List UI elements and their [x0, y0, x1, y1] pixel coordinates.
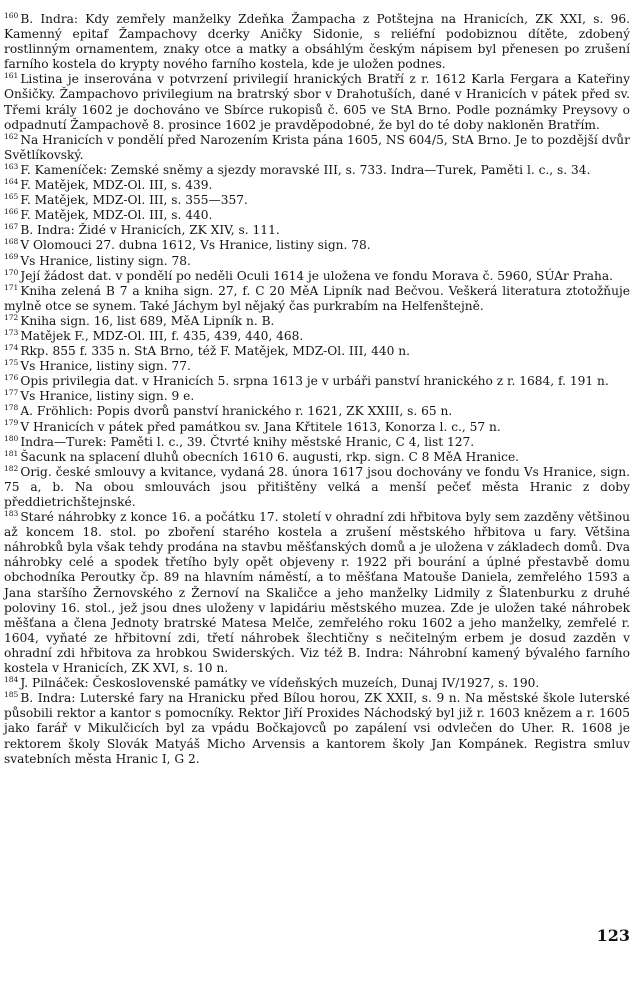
footnote-text: B. Indra: Luterské fary na Hranicku před Bílou horou, ZK XXII, s. 9 n. Na městské škole luterské působili rektor a kantor s pomocníky. Rektor Jiří Proxides Náchodský byl již r. 1603 knězem a r. 1605 jako farář v Mikulčicích byl za vpádu Bočkajovců po zapálení vsi odvlečen do Uher. R. 1608 je rektorem školy Slovák Matyáš Micho Arvensis a kantorem školy Jan Kompánek. Registra smluv svatebních města Hranic I, G 2. [4, 691, 630, 766]
footnote-number: 169 [4, 252, 19, 262]
footnote-174 [4, 344, 630, 359]
footnote-169 [4, 254, 630, 269]
footnote-number: 180 [4, 433, 19, 443]
footnote-177 [4, 389, 630, 404]
footnote-number: 160 [4, 10, 19, 20]
footnote-text: Vs Hranice, listiny sign. 77. [20, 359, 191, 374]
footnote-text: F. Matějek, MDZ-Ol. III, s. 355—357. [20, 193, 248, 208]
footnote-text: B. Indra: Židé v Hranicích, ZK XIV, s. 111. [20, 223, 280, 238]
footnote-text: Šacunk na splacení dluhů obecních 1610 6. augusti, rkp. sign. C 8 MěA Hranice. [20, 449, 520, 464]
footnote-text: F. Kameníček: Zemské sněmy a sjezdy moravské III, s. 733. Indra—Turek, Paměti l. c., s. 34. [20, 162, 591, 177]
footnote-text: V Olomouci 27. dubna 1612, Vs Hranice, listiny sign. 78. [20, 238, 371, 253]
footnote-number: 184 [4, 675, 19, 685]
footnote-161 [4, 72, 630, 132]
footnote-number: 162 [4, 131, 19, 141]
footnote-number: 181 [4, 448, 19, 458]
footnote-number: 167 [4, 222, 19, 232]
footnote-number: 179 [4, 418, 19, 428]
footnote-text: J. Pilnáček: Československé památky ve vídeňských muzeích, Dunaj IV/1927, s. 190. [20, 676, 540, 691]
footnote-179 [4, 420, 630, 435]
footnote-text: Listina je inserována v potvrzení privilegií hranických Bratří z r. 1612 Karla Fergara a Kateřiny Onšičky. Žampachovo privilegium na bratrský sbor v Drahotuších, dané v Hranicích v pátek před sv. Třemi krály 1602 je dochováno ve Sbírce rukopisů č. 605 ve StA Brno. Podle poznámky Preysovy o odpadnutí Žampachově 8. prosince 1602 je pravděpodobné, že byl do té doby nakloněn Bratřím. [4, 72, 630, 132]
footnote-text: V Hranicích v pátek před památkou sv. Jana Křtitele 1613, Konorza l. c., 57 n. [20, 419, 501, 434]
footnote-text: Její žádost dat. v pondělí po neděli Oculi 1614 je uložena ve fondu Morava č. 5960, SÚAr Praha. [20, 268, 614, 283]
footnote-182 [4, 465, 630, 510]
footnote-text: Orig. české smlouvy a kvitance, vydaná 28. února 1617 jsou dochovány ve fondu Vs Hranice, sign. 75 a, b. Na obou smlouvách jsou přitištěny velká a menší pečeť města Hranic z doby předdietrichštejnské. [4, 464, 630, 509]
footnote-163 [4, 163, 630, 178]
footnote-number: 183 [4, 509, 19, 519]
footnote-number: 161 [4, 71, 19, 81]
footnote-text: Indra—Turek: Paměti l. c., 39. Čtvrté knihy městské Hranic, C 4, list 127. [20, 434, 475, 449]
footnote-171 [4, 284, 630, 314]
footnote-185 [4, 691, 630, 766]
footnote-number: 163 [4, 161, 19, 171]
footnote-160 [4, 12, 630, 72]
footnote-176 [4, 374, 630, 389]
footnote-number: 177 [4, 388, 19, 398]
footnote-number: 185 [4, 690, 19, 700]
page-number: 123 [596, 926, 630, 945]
footnote-175 [4, 359, 630, 374]
footnote-number: 164 [4, 176, 19, 186]
footnote-text: Rkp. 855 f. 335 n. StA Brno, též F. Matějek, MDZ-Ol. III, 440 n. [20, 344, 410, 359]
footnote-162 [4, 133, 630, 163]
footnote-number: 173 [4, 327, 19, 337]
footnote-number: 175 [4, 358, 19, 368]
footnote-text: Kniha sign. 16, list 689, MěA Lipník n. B. [20, 313, 275, 328]
footnote-184 [4, 676, 630, 691]
footnote-text: Kniha zelená B 7 a kniha sign. 27, f. C 20 MěA Lipník nad Bečvou. Veškerá literatura ztotožňuje mylně otce se synem. Také Jáchym byl nějaký čas purkrabím na Helfenštejně. [4, 283, 630, 313]
footnote-168 [4, 238, 630, 253]
footnote-number: 174 [4, 343, 19, 352]
footnote-list [4, 12, 630, 767]
footnote-166 [4, 208, 630, 223]
footnote-text: B. Indra: Kdy zemřely manželky Zdeňka Žampacha z Potštejna na Hranicích, ZK XXI, s. 96. Kamenný epitaf Žampachovy dcerky Aničky Sidonie, s reliéfní podobiznou dítěte, zdobený rostlinným ornamentem, znaky otce a matky a obsáhlým českým nápisem byl přenesen po zrušení farního kostela do krypty nového farního kostela, kde je uložen podnes. [4, 12, 630, 72]
footnote-167 [4, 223, 630, 238]
footnote-text: Staré náhrobky z konce 16. a počátku 17. století v ohradní zdi hřbitova byly sem zazděny většinou až koncem 18. stol. po zboření starého kostela a zrušení městského hřbitova u fary. Většina náhrobků byla však tehdy prodána na stavbu měšťanských domů a je uložena v základech domů. Dva náhrobky celé a spodek třetího byly opět objeveny r. 1922 při bourání a úplné přestavbě domu obchodníka Peroutky čp. 89 na hlavním náměstí, a to měšťana Matouše Daniela, zemřelého 1593 a Jana staršího Žernovského z Žernoví na Skaličce a jeho manželky Lidmily z Šlatenburku z druhé poloviny 16. stol., jež jsou dnes uloženy v lapidáriu městského muzea. Zde je uložen také náhrobek měšťana a člena Jednoty bratrské Matesa Melče, zemřelého roku 1602 a jeho manželky, zemřelé r. 1604, vyňaté ze hřbitovní zdi, třetí náhrobek šlechtičny s nečitelným erbem je dosud zazděn v ohradní zdi hřbitova za hrobkou Swiderských. Viz též B. Indra: Náhrobní kamený bývalého farního kostela v Hranicích, ZK XVI, s. 10 n. [4, 510, 630, 676]
footnote-number: 168 [4, 237, 19, 247]
footnote-181 [4, 450, 630, 465]
footnote-text: F. Matějek, MDZ-Ol. III, s. 440. [20, 208, 213, 223]
footnote-number: 170 [4, 267, 19, 277]
footnote-number: 178 [4, 403, 19, 413]
footnote-text: Vs Hranice, listiny sign. 9 e. [20, 389, 195, 404]
footnote-165 [4, 193, 630, 208]
footnote-number: 171 [4, 282, 19, 292]
footnote-178 [4, 404, 630, 419]
footnote-text: Na Hranicích v pondělí před Narozením Krista pána 1605, NS 604/5, StA Brno. Je to pozdější dvůr Světlíkovský. [4, 132, 630, 162]
footnote-173 [4, 329, 630, 344]
footnote-170 [4, 269, 630, 284]
footnote-number: 165 [4, 192, 19, 202]
footnote-180 [4, 435, 630, 450]
footnote-number: 176 [4, 373, 19, 383]
footnote-number: 166 [4, 207, 19, 217]
footnote-number: 172 [4, 312, 19, 322]
footnote-text: Opis privilegia dat. v Hranicích 5. srpna 1613 je v urbáři panství hranického z r. 1684, f. 191 n. [20, 374, 609, 389]
footnote-number: 182 [4, 463, 19, 473]
footnote-text: Vs Hranice, listiny sign. 78. [20, 253, 191, 268]
footnote-164 [4, 178, 630, 193]
footnote-text: Matějek F., MDZ-Ol. III, f. 435, 439, 440, 468. [20, 328, 304, 343]
footnote-text: F. Matějek, MDZ-Ol. III, s. 439. [20, 178, 213, 193]
footnote-183 [4, 510, 630, 676]
footnote-172 [4, 314, 630, 329]
footnote-text: A. Fröhlich: Popis dvorů panství hranického r. 1621, ZK XXIII, s. 65 n. [20, 404, 453, 419]
